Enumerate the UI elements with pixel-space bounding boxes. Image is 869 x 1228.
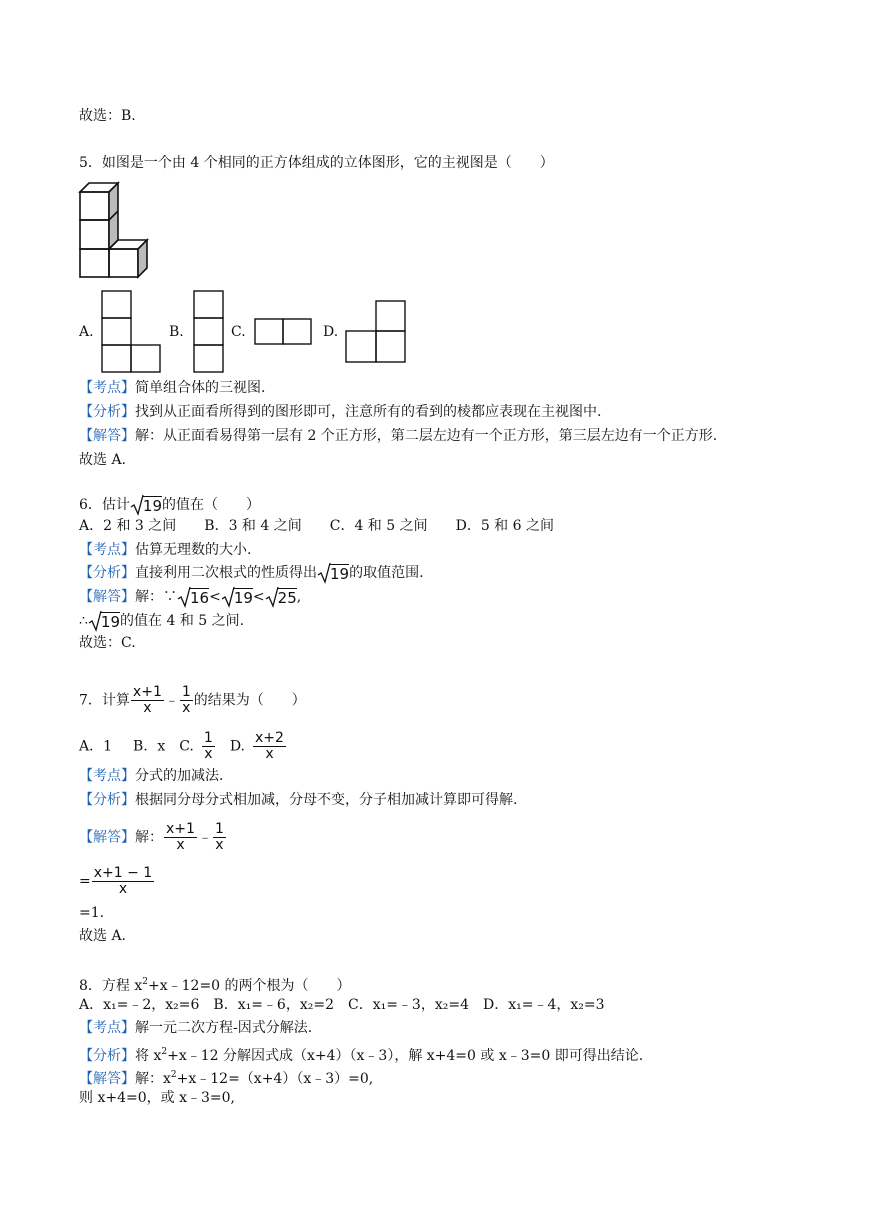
- q5-option-c-figure: [254, 318, 314, 346]
- numerator: x+1: [132, 684, 162, 700]
- denominator: x: [176, 837, 185, 853]
- q5-option-d-figure: [345, 300, 407, 364]
- q5-option-d-label: D.: [323, 324, 339, 340]
- q7-result: =1.: [79, 905, 105, 921]
- denominator: x: [143, 700, 152, 716]
- q6-jieda-line2: [79, 610, 244, 632]
- fenxi-tag: 【分析】: [79, 1048, 135, 1064]
- q6-jieda: [79, 586, 301, 608]
- kaodian-tag: 【考点】: [79, 542, 135, 558]
- jieda-text: 解：从正面看易得第一层有 2 个正方形，第二层左边有一个正方形，第三层左边有一个正方形.: [135, 428, 718, 444]
- fraction-combined: [92, 866, 154, 897]
- q5-option-b-figure: [193, 290, 225, 374]
- fraction-1-over-x: [180, 685, 193, 716]
- kaodian-text: 解一元二次方程-因式分解法.: [135, 1020, 313, 1036]
- fenxi-text: 找到从正面看所得到的图形即可，注意所有的看到的棱都应表现在主视图中.: [135, 404, 602, 420]
- sqrt-19: [130, 494, 162, 516]
- jieda-tag: 【解答】: [79, 1071, 135, 1087]
- denominator: x: [118, 881, 128, 897]
- superscript-2: 2: [142, 977, 148, 987]
- less-than: <: [209, 589, 221, 605]
- kaodian-text: 分式的加减法.: [135, 768, 224, 784]
- q8-jieda-line2: 则 x+4=0，或 x﹣3=0,: [79, 1090, 235, 1106]
- q5-option-b-label: B.: [169, 324, 184, 340]
- cube-stack-figure: [79, 182, 149, 279]
- q7-jieda: [79, 822, 227, 853]
- jieda-line2-post: 的值在 4 和 5 之间.: [120, 613, 245, 629]
- jieda-a: 解：x: [135, 1071, 171, 1087]
- numerator: x+1 − 1: [93, 865, 153, 881]
- jieda-pre: 解：∵: [135, 589, 177, 605]
- fenxi-pre: 直接利用二次根式的性质得出: [135, 565, 317, 581]
- q7-step2: [79, 866, 155, 897]
- denominator: x: [265, 746, 274, 762]
- q7-option-b: B．x: [133, 738, 166, 755]
- q6-stem: [79, 494, 260, 516]
- q5-answer: 故选 A.: [79, 452, 127, 468]
- q4-answer: 故选：B.: [79, 108, 136, 124]
- jieda-tag: 【解答】: [79, 428, 135, 444]
- sqrt-16: [177, 586, 209, 608]
- q6-stem-post: 的值在（ ）: [162, 497, 261, 513]
- q7-kaodian: [79, 766, 223, 786]
- fraction-x-plus-1-over-x: [131, 685, 164, 716]
- sqrt-19: [88, 610, 120, 632]
- q5-fenxi: [79, 402, 601, 422]
- q7-answer: 故选 A.: [79, 928, 127, 944]
- q8-stem-a: 8．方程 x: [79, 978, 143, 994]
- sqrt-19: [317, 562, 349, 584]
- radicand: 19: [233, 588, 253, 607]
- radicand: 19: [100, 612, 121, 631]
- fenxi-tag: 【分析】: [79, 792, 135, 808]
- q8-jieda: [79, 1065, 373, 1089]
- fenxi-tag: 【分析】: [79, 404, 135, 420]
- q5-option-a-figure: [101, 290, 161, 374]
- q7-fenxi: [79, 790, 517, 810]
- numerator: 1: [181, 684, 191, 700]
- q7-stem-post: 的结果为（ ）: [193, 692, 306, 709]
- q7-option-d-label: D.: [229, 738, 245, 755]
- jieda-pre: 解：: [135, 829, 163, 846]
- q7-stem: [79, 685, 306, 716]
- minus-sign: ﹣: [164, 692, 179, 709]
- sqrt-19: [221, 586, 253, 608]
- denominator: x: [204, 746, 213, 762]
- jieda-b: +x﹣12=（x+4）（x﹣3）=0,: [176, 1071, 374, 1087]
- kaodian-tag: 【考点】: [79, 768, 135, 784]
- equals-sign: =: [79, 873, 91, 890]
- radicand: 25: [277, 588, 297, 607]
- fraction-x-plus-1-over-x: [164, 822, 197, 853]
- kaodian-tag: 【考点】: [79, 1020, 135, 1036]
- fenxi-b: +x﹣12 分解因式成（x+4）（x﹣3），解 x+4=0 或 x﹣3=0 即可得出结论.: [167, 1048, 644, 1064]
- jieda-tag: 【解答】: [79, 829, 135, 846]
- denominator: x: [215, 837, 224, 853]
- radicand: 16: [190, 588, 210, 607]
- q5-jieda: [79, 426, 717, 446]
- q7-option-a: A．1: [79, 738, 113, 755]
- sqrt-25: [265, 586, 297, 608]
- kaodian-text: 简单组合体的三视图.: [135, 380, 266, 396]
- numerator: x+1: [166, 821, 195, 837]
- fraction-x-plus-2-over-x: [253, 731, 286, 762]
- q8-kaodian: [79, 1018, 312, 1038]
- kaodian-tag: 【考点】: [79, 380, 135, 396]
- fraction-1-over-x: [202, 731, 215, 762]
- radicand: 19: [330, 564, 350, 583]
- q6-fenxi: [79, 562, 424, 584]
- q6-options: A．2 和 3 之间 B．3 和 4 之间 C．4 和 5 之间 D．5 和 6 之间: [79, 518, 554, 534]
- superscript-2: 2: [170, 1070, 177, 1080]
- numerator: 1: [203, 730, 213, 746]
- fenxi-a: 将 x: [135, 1048, 162, 1064]
- q7-options: [79, 731, 287, 762]
- q7-option-c-label: C.: [179, 738, 194, 755]
- comma: ,: [296, 589, 302, 605]
- q6-kaodian: [79, 540, 251, 560]
- fenxi-text: 根据同分母分式相加减，分母不变，分子相加减计算即可得解.: [135, 792, 518, 808]
- jieda-tag: 【解答】: [79, 589, 135, 605]
- radicand: 19: [142, 496, 163, 515]
- q5-option-c-label: C.: [231, 324, 246, 340]
- fenxi-tag: 【分析】: [79, 565, 135, 581]
- q7-stem-pre: 7．计算: [79, 692, 130, 709]
- minus-sign: ﹣: [197, 829, 212, 846]
- superscript-2: 2: [161, 1047, 168, 1057]
- q8-options: A．x₁=﹣2，x₂=6 B．x₁=﹣6，x₂=2 C．x₁=﹣3，x₂=4 D．x₁=﹣4，x₂=3: [79, 997, 605, 1013]
- less-than: <: [252, 589, 265, 605]
- q5-kaodian: [79, 378, 265, 398]
- therefore-sign: ∴: [79, 613, 88, 629]
- q8-fenxi: [79, 1042, 643, 1066]
- q8-stem: [79, 972, 351, 996]
- numerator: 1: [214, 821, 224, 837]
- q8-stem-b: +x﹣12=0 的两个根为（ ）: [148, 978, 351, 994]
- q6-stem-pre: 6．估计: [79, 497, 130, 513]
- q5-option-a-label: A.: [79, 324, 94, 340]
- fenxi-post: 的取值范围.: [349, 565, 424, 581]
- q5-stem: 5．如图是一个由 4 个相同的正方体组成的立体图形，它的主视图是（ ）: [79, 155, 554, 171]
- denominator: x: [182, 700, 191, 716]
- q6-answer: 故选：C.: [79, 635, 136, 651]
- fraction-1-over-x: [213, 822, 226, 853]
- numerator: x+2: [255, 730, 284, 746]
- kaodian-text: 估算无理数的大小.: [135, 542, 252, 558]
